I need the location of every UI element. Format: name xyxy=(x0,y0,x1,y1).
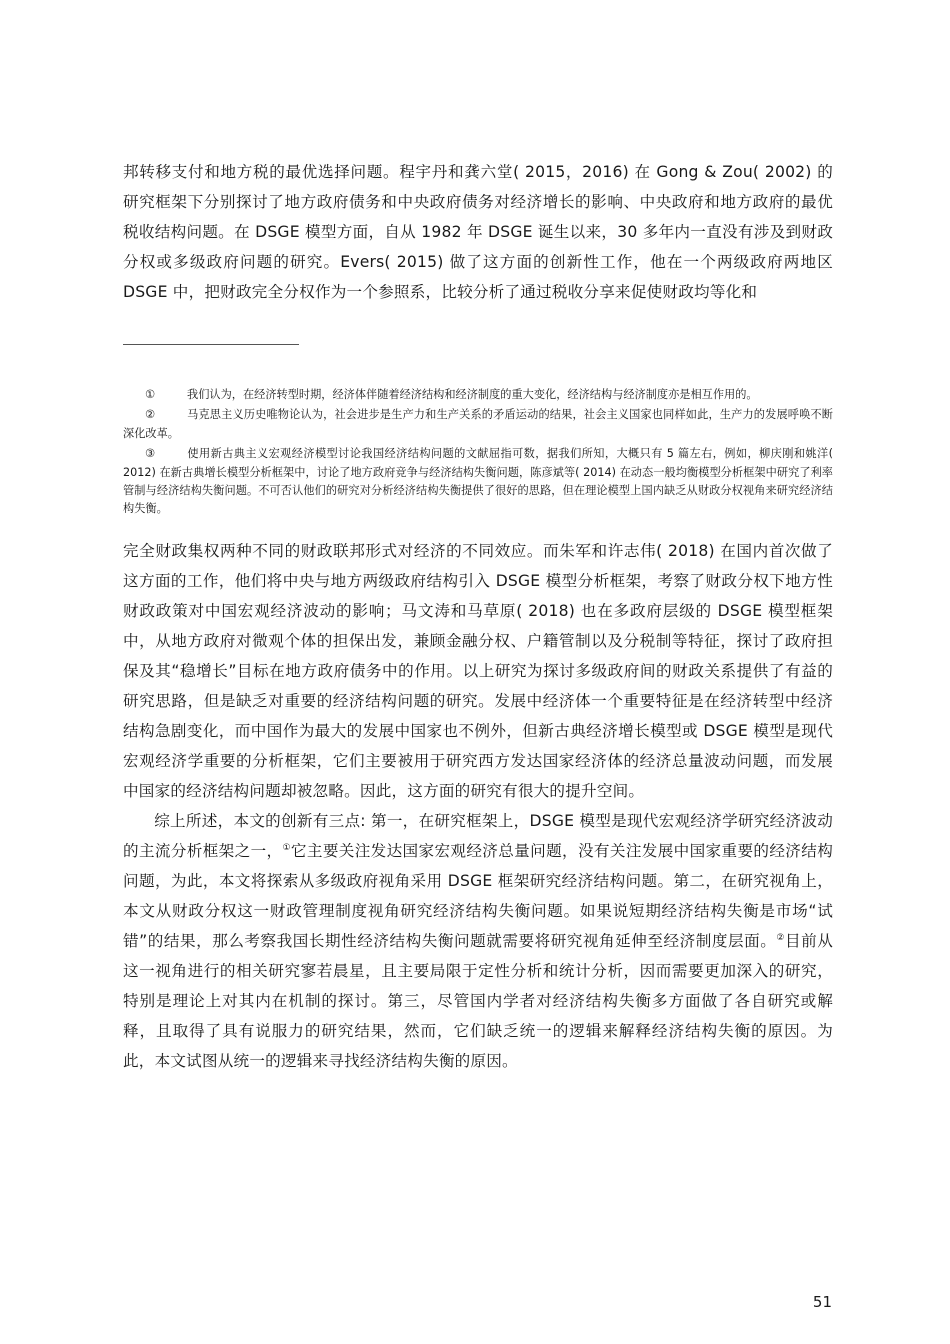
footnote-ref-2[interactable]: ② xyxy=(776,932,785,943)
footnote-2 xyxy=(123,406,833,443)
footnote-text: 使用新古典主义宏观经济模型讨论我国经济结构问题的文献屈指可数，据我们所知，大概只有 5 篇左右，例如，柳庆刚和姚洋( 2012) 在新古典增长模型分析框架中，讨论了地方政府竞争与经济结构失衡问题，陈彦斌等( 2014) 在动态一般均衡模型分析框架中研究了利率管制与经济结构失衡问题。不可否认他们的研究对分析经济结构失衡提供了很好的思路，但在理论模型上国内缺乏从财政分权视角来研究经济结构失衡。 xyxy=(123,447,833,516)
footnote-1 xyxy=(123,386,833,404)
footnote-marker: ① xyxy=(144,388,156,401)
footnote-text: 马克思主义历史唯物论认为，社会进步是生产力和生产关系的矛盾运动的结果，社会主义国家也同样如此，生产力的发展呼唤不断深化改革。 xyxy=(123,408,833,440)
footnote-marker: ③ xyxy=(144,447,156,461)
paragraph-literature: 完全财政集权两种不同的财政联邦形式对经济的不同效应。而朱军和许志伟( 2018) 在国内首次做了这方面的工作，他们将中央与地方两级政府结构引入 DSGE 模型分析框架，考察了财政分权下地方性财政政策对中国宏观经济波动的影响；马文涛和马草原( 2018) 也在多政府层级的 DSGE 模型框架中，从地方政府对微观个体的担保出发，兼顾金融分权、户籍管制以及分税制等特征，探讨了政府担保及其“稳增长”目标在地方政府债务中的作用。以上研究为探讨多级政府间的财政关系提供了有益的研究思路，但是缺乏对重要的经济结构问题的研究。发展中经济体一个重要特征是在经济转型中经济结构急剧变化，而中国作为最大的发展中国家也不例外，但新古典经济增长模型或 DSGE 模型是现代宏观经济学重要的分析框架，它们主要被用于研究西方发达国家经济体的经济总量波动问题，而发展中国家的经济结构问题却被忽略。因此，这方面的研究有很大的提升空间。 xyxy=(123,542,833,800)
footnote-text: 我们认为，在经济转型时期，经济体伴随着经济结构和经济制度的重大变化，经济结构与经济制度亦是相互作用的。 xyxy=(187,388,758,401)
summary-text-2: 它主要关注发达国家宏观经济总量问题，没有关注发展中国家重要的经济结构问题，为此，本文将探索从多级政府视角采用 DSGE 框架研究经济结构问题。第二，在研究视角上，本文从财政分权这一财政管理制度视角研究经济结构失衡问题。如果说短期经济结构失衡是市场“试错”的结果，那么考察我国长期性经济结构失衡问题就需要将研究视角延伸至经济制度层面。 xyxy=(123,842,833,950)
body-paragraph-top xyxy=(123,157,833,307)
summary-text-3: 目前从这一视角进行的相关研究寥若晨星，且主要局限于定性分析和统计分析，因而需要更加深入的研究，特别是理论上对其内在机制的探讨。第三，尽管国内学者对经济结构失衡多方面做了各自研究或解释，且取得了具有说服力的研究结果，然而，它们缺乏统一的逻辑来解释经济结构失衡的原因。为此，本文试图从统一的逻辑来寻找经济结构失衡的原因。 xyxy=(123,932,833,1070)
summary-text-1: 综上所述，本文的创新有三点: 第一，在研究框架上，DSGE 模型是现代宏观经济学研究经济波动的主流分析框架之一， xyxy=(123,812,833,860)
footnotes xyxy=(123,386,833,521)
footnote-separator xyxy=(123,344,299,345)
body-paragraphs-continued xyxy=(123,536,833,1076)
paragraph-continued-text: 邦转移支付和地方税的最优选择问题。程宇丹和龚六堂( 2015，2016) 在 Gong & Zou( 2002) 的研究框架下分别探讨了地方政府债务和中央政府债务对经济增长的影响、中央政府和地方政府的最优税收结构问题。在 DSGE 模型方面，自从 1982 年 DSGE 诞生以来，30 多年内一直没有涉及到财政分权或多级政府问题的研究。Evers( 2015) 做了这方面的创新性工作，他在一个两级政府两地区 DSGE 中，把财政完全分权作为一个参照系，比较分析了通过税收分享来促使财政均等化和 xyxy=(123,163,833,301)
page-number: 51 xyxy=(812,1293,832,1311)
footnote-3 xyxy=(123,445,833,519)
paragraph-summary xyxy=(123,806,833,1076)
footnote-marker: ② xyxy=(144,408,156,422)
footnote-ref-1[interactable]: ① xyxy=(282,842,291,853)
